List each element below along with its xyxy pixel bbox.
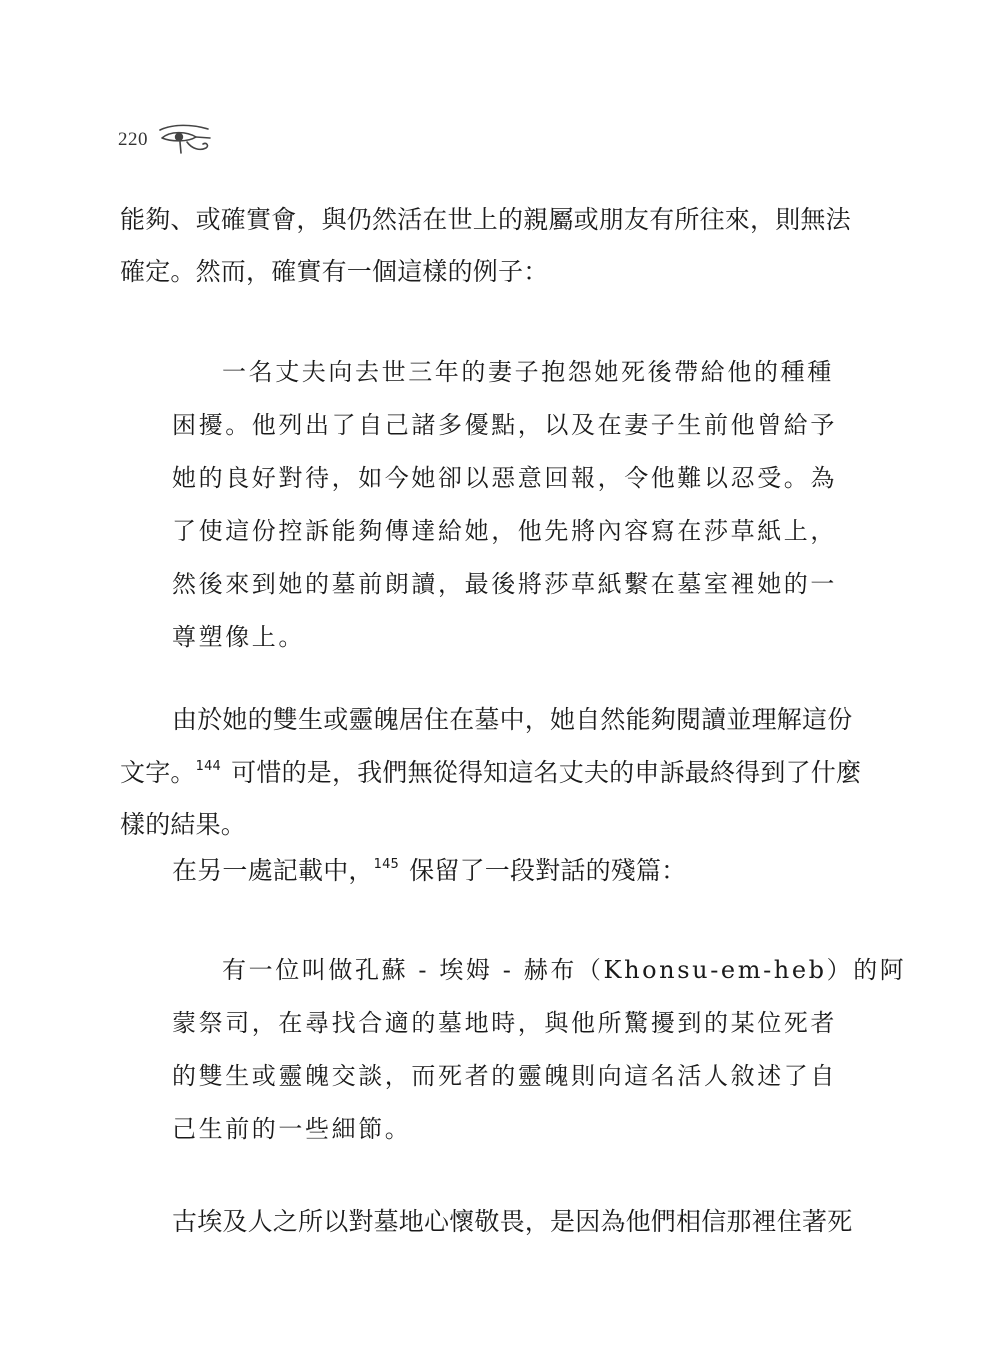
eye-of-horus-icon <box>156 123 214 157</box>
quote-1-line-5: 然後來到她的墓前朗讀，最後將莎草紙繫在墓室裡她的一 <box>172 570 837 598</box>
page-header <box>118 120 214 160</box>
paragraph-2-line-2-start: 文字。 <box>120 758 196 787</box>
quote-1-line-6: 尊塑像上。 <box>172 623 305 651</box>
quote-2-line-3: 的雙生或靈魄交談，而死者的靈魄則向這名活人敘述了自 <box>172 1062 837 1090</box>
page-number: 220 <box>118 129 148 150</box>
paragraph-1-line-2: 確定。然而，確實有一個這樣的例子： <box>120 257 549 286</box>
quote-2-line-4: 己生前的一些細節。 <box>172 1115 412 1143</box>
paragraph-2-line-2-end: 可惜的是，我們無從得知這名丈夫的申訴最終得到了什麼 <box>223 758 862 787</box>
paragraph-2-line-3: 樣的結果。 <box>120 810 247 839</box>
quote-1-line-2: 困擾。他列出了自己諸多優點，以及在妻子生前他曾給予 <box>172 411 837 439</box>
paragraph-3-line-1-end: 保留了一段對話的殘篇： <box>401 856 687 885</box>
paragraph-2-line-1: 由於她的雙生或靈魄居住在墓中，她自然能夠閱讀並理解這份 <box>172 705 853 734</box>
paragraph-2-line-2 <box>120 758 861 788</box>
quote-1-line-1: 一名丈夫向去世三年的妻子抱怨她死後帶給他的種種 <box>222 358 834 386</box>
footnote-145-marker: 145 <box>373 857 400 872</box>
quote-1-line-3: 她的良好對待，如今她卻以惡意回報，令他難以忍受。為 <box>172 464 837 492</box>
paragraph-3-line-1 <box>172 856 686 886</box>
quote-2-line-1: 有一位叫做孔蘇 - 埃姆 - 赫布（Khonsu-em-heb）的阿 <box>222 956 907 984</box>
paragraph-3-line-1-start: 在另一處記載中， <box>172 856 374 885</box>
paragraph-4-line-1: 古埃及人之所以對墓地心懷敬畏，是因為他們相信那裡住著死 <box>172 1207 853 1236</box>
paragraph-1-line-1: 能夠、或確實會，與仍然活在世上的親屬或朋友有所往來，則無法 <box>120 205 851 234</box>
quote-2-line-2: 蒙祭司，在尋找合適的墓地時，與他所驚擾到的某位死者 <box>172 1009 837 1037</box>
footnote-144-marker: 144 <box>195 759 222 774</box>
quote-1-line-4: 了使這份控訴能夠傳達給她，他先將內容寫在莎草紙上， <box>172 517 837 545</box>
